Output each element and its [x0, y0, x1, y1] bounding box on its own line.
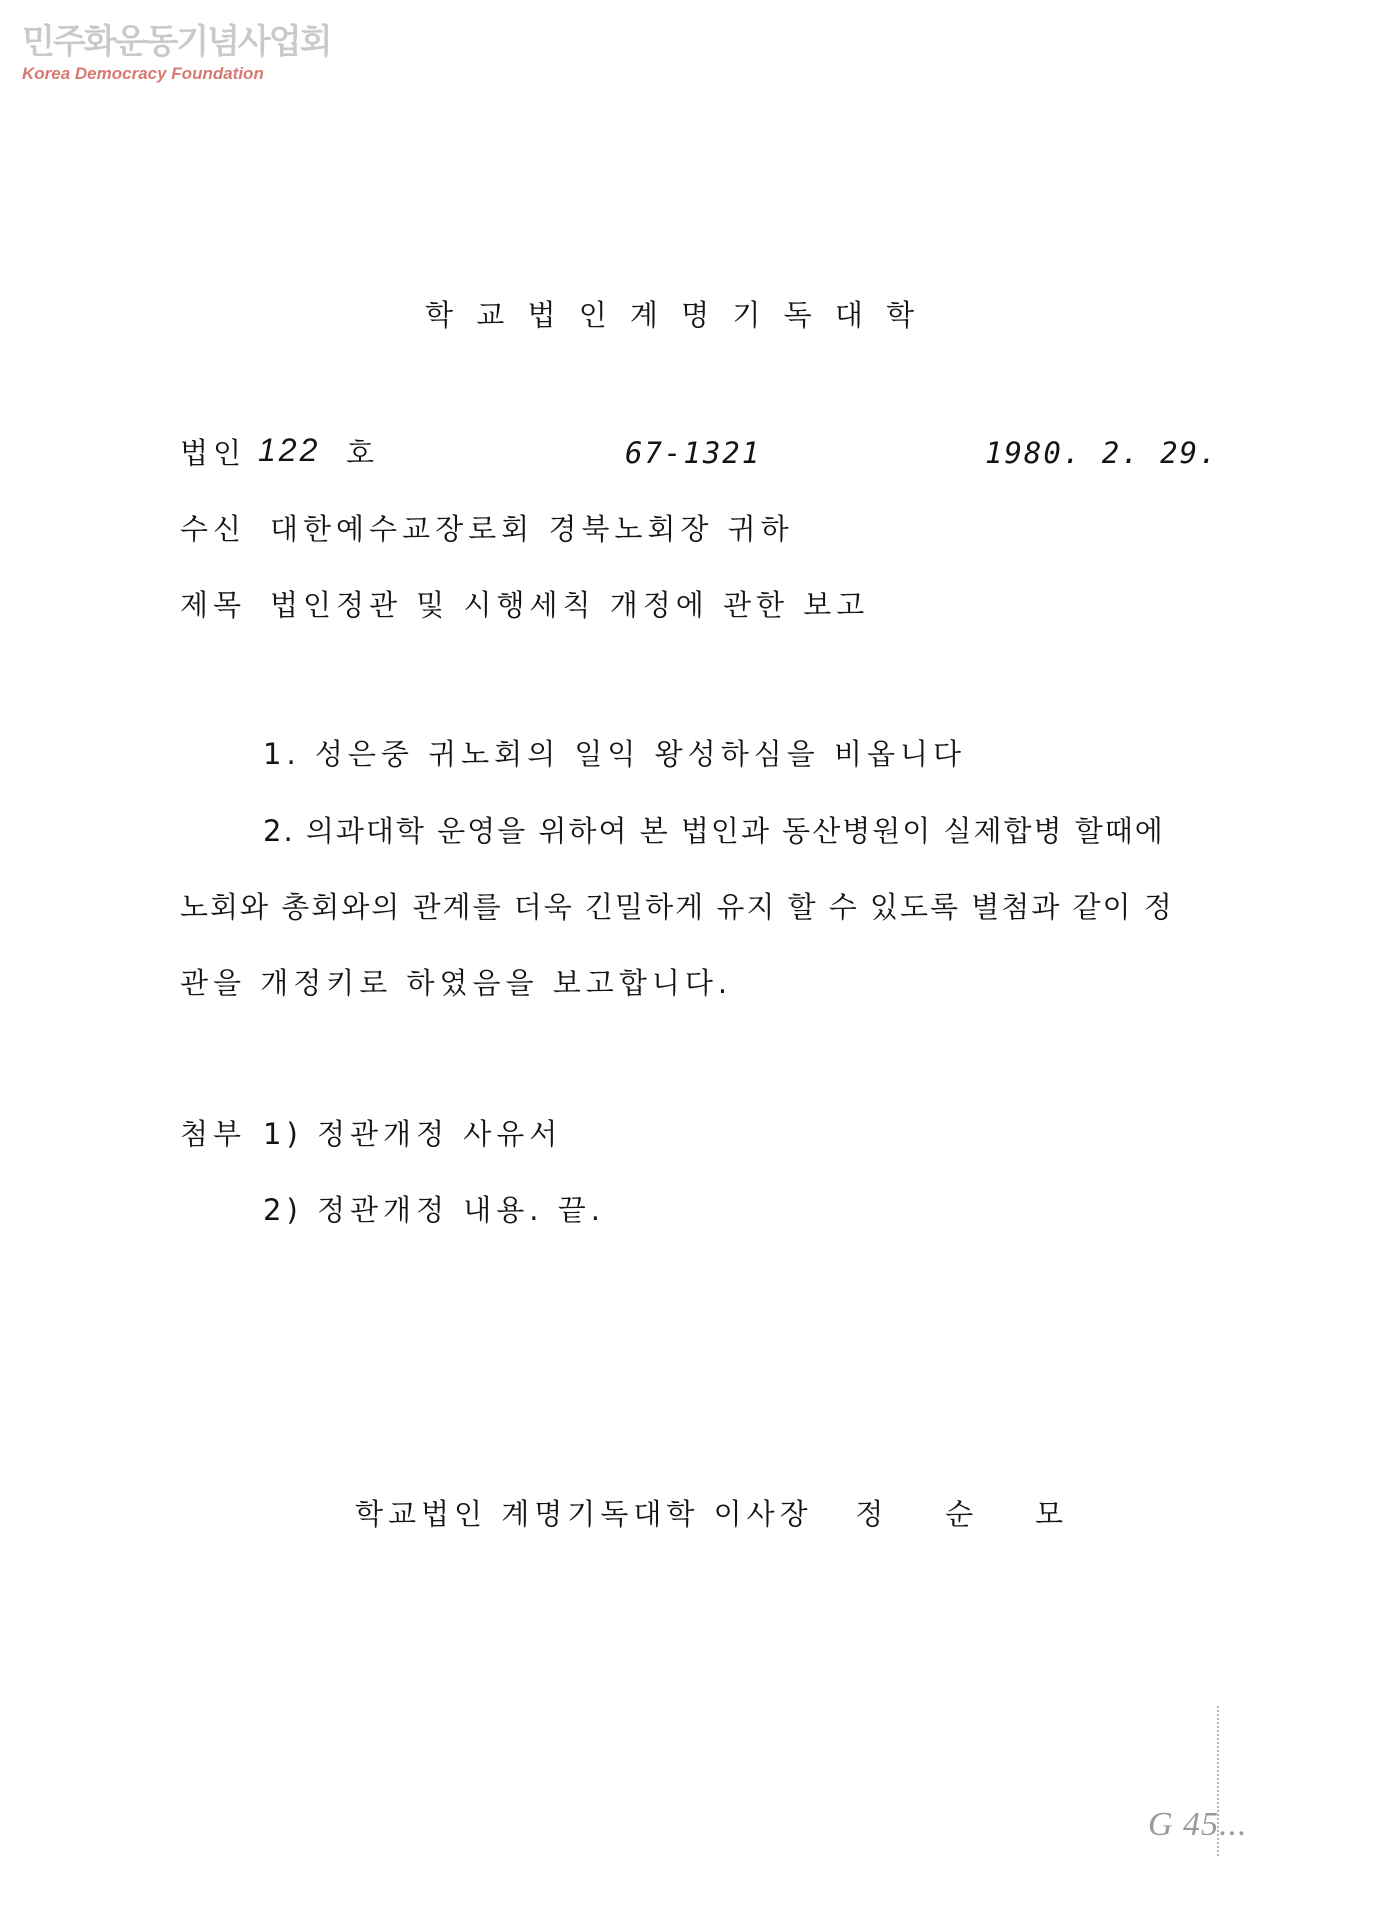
body-item-2-line-1: 2. 의과대학 운영을 위하여 본 법인과 동산병원이 실제합병 할때에 — [263, 814, 1165, 848]
foundation-watermark — [22, 22, 330, 84]
signature-line: 학교법인 계명기독대학 이사장 정 순 모 — [355, 1497, 1069, 1531]
subject-value: 법인정관 및 시행세칙 개정에 관한 보고 — [270, 588, 870, 622]
watermark-korean: 민주화운동기념사업회 — [22, 22, 331, 62]
watermark-english: Korea Democracy Foundation — [22, 64, 264, 83]
document-number-label: 법인 — [180, 436, 247, 470]
attachment-item-2: 2) 정관개정 내용. 끝. — [263, 1193, 605, 1227]
body-item-2-line-3: 관을 개정키로 하였음을 보고합니다. — [180, 966, 733, 1000]
recipient-label: 수신 — [180, 512, 247, 546]
document-number-suffix: 호 — [346, 436, 380, 470]
document-number: 122 — [258, 432, 321, 468]
recipient-value: 대한예수교장로회 경북노회장 귀하 — [270, 512, 794, 546]
body-item-1: 1. 성은중 귀노회의 일익 왕성하심을 비옵니다 — [263, 737, 967, 771]
attachments-label: 첨부 — [180, 1117, 247, 1151]
attachment-item-1: 1) 정관개정 사유서 — [263, 1117, 563, 1151]
document-code: 67-1321 — [625, 436, 762, 470]
document-title: 학 교 법 인 계 명 기 독 대 학 — [425, 298, 922, 332]
archive-mark: G 45... — [1148, 1806, 1248, 1843]
body-item-2-line-2: 노회와 총회와의 관계를 더욱 긴밀하게 유지 할 수 있도록 별첨과 같이 정 — [180, 890, 1174, 924]
document-date: 1980. 2. 29. — [985, 436, 1219, 470]
subject-label: 제목 — [180, 588, 247, 622]
